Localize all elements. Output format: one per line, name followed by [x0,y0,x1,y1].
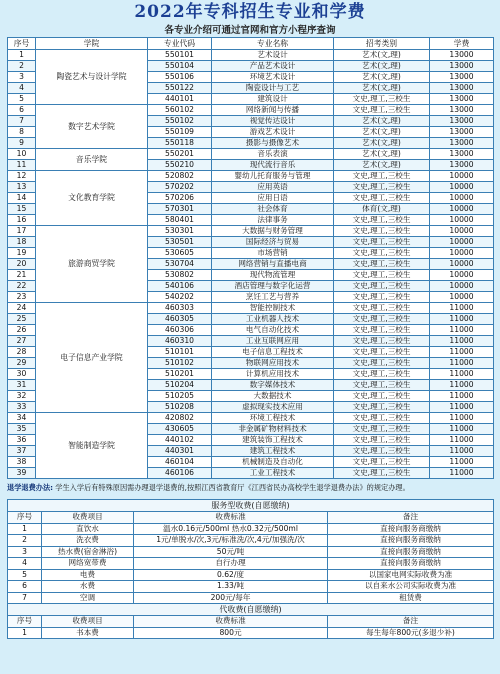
agency-header-standard: 收费标准 [134,616,328,628]
admission-category: 艺术(文,理) [334,127,430,138]
tuition-fee: 13000 [430,61,494,72]
admission-category: 文史,理工,三校生 [334,259,430,270]
major-name: 工业机器人技术 [212,314,334,325]
major-name: 虚拟现实技术应用 [212,402,334,413]
major-code: 460305 [148,314,212,325]
admission-category: 文史,理工,三校生 [334,358,430,369]
fees-table [7,499,494,639]
major-code: 530501 [148,237,212,248]
admission-category: 文史,理工,三校生 [334,402,430,413]
major-name: 物联网应用技术 [212,358,334,369]
fee-item: 热水费(宿舍淋浴) [42,546,134,558]
tuition-fee: 11000 [430,402,494,413]
row-number: 6 [8,105,36,116]
header-no: 序号 [8,38,36,50]
major-code: 440301 [148,446,212,457]
fee-note: 以自来水公司实际收费为准 [328,581,494,593]
row-number: 35 [8,424,36,435]
row-number: 37 [8,446,36,457]
table-row [8,413,494,424]
major-code: 460104 [148,457,212,468]
major-code: 460306 [148,325,212,336]
admission-category: 艺术(文,理) [334,116,430,127]
row-number: 3 [8,72,36,83]
tuition-fee: 11000 [430,391,494,402]
major-name: 陶瓷设计与工艺 [212,83,334,94]
major-code: 530704 [148,259,212,270]
major-code: 580401 [148,215,212,226]
row-number: 15 [8,204,36,215]
fee-number: 5 [8,569,42,581]
row-number: 14 [8,193,36,204]
major-code: 550104 [148,61,212,72]
row-number: 8 [8,127,36,138]
tuition-fee: 11000 [430,413,494,424]
major-name: 酒店管理与数字化运营 [212,281,334,292]
major-name: 应用英语 [212,182,334,193]
fee-standard: 0.62/度 [134,569,328,581]
row-number: 16 [8,215,36,226]
row-number: 31 [8,380,36,391]
fee-number: 7 [8,592,42,604]
admission-category: 文史,理工,三校生 [334,270,430,281]
major-code: 550101 [148,50,212,61]
major-code: 540202 [148,292,212,303]
row-number: 2 [8,61,36,72]
college-name: 音乐学院 [36,149,148,171]
admission-category: 文史,理工,三校生 [334,336,430,347]
major-code: 570206 [148,193,212,204]
major-code: 550210 [148,160,212,171]
fee-number: 6 [8,581,42,593]
major-name: 法律事务 [212,215,334,226]
admission-category: 文史,理工,三校生 [334,171,430,182]
admission-category: 艺术(文,理) [334,149,430,160]
row-number: 4 [8,83,36,94]
major-code: 570301 [148,204,212,215]
admission-category: 文史,理工,三校生 [334,303,430,314]
major-code: 550118 [148,138,212,149]
refund-text: 学生入学后有特殊原因需办理退学退费的,按照江西省教育厅《江西省民办高校学生退学退费办法》的规定办理。 [55,483,410,492]
major-name: 现代物流管理 [212,270,334,281]
tuition-fee: 11000 [430,468,494,479]
admission-category: 文史,理工,三校生 [334,413,430,424]
fee-standard: 50元/吨 [134,546,328,558]
tuition-fee: 11000 [430,336,494,347]
table-row [8,105,494,116]
fee-note: 直接向服务商缴纳 [328,535,494,547]
tuition-fee: 10000 [430,281,494,292]
major-name: 产品艺术设计 [212,61,334,72]
major-name: 智能控制技术 [212,303,334,314]
admission-category: 文史,理工,三校生 [334,314,430,325]
major-code: 430605 [148,424,212,435]
major-code: 460303 [148,303,212,314]
fee-item: 网络宽带费 [42,558,134,570]
college-name: 文化教育学院 [36,171,148,226]
major-code: 530605 [148,248,212,259]
row-number: 32 [8,391,36,402]
row-number: 7 [8,116,36,127]
major-code: 560102 [148,105,212,116]
tuition-fee: 13000 [430,105,494,116]
major-code: 570202 [148,182,212,193]
service-fees-title: 服务型收费(自愿缴纳) [8,500,494,512]
tuition-fee: 11000 [430,358,494,369]
row-number: 1 [8,50,36,61]
major-name: 电气自动化技术 [212,325,334,336]
major-name: 工业工程技术 [212,468,334,479]
admission-category: 文史,理工,三校生 [334,193,430,204]
row-number: 28 [8,347,36,358]
agency-fees-title: 代收费(自愿缴纳) [8,604,494,616]
admission-category: 体育(文,理) [334,204,430,215]
fee-item: 水费 [42,581,134,593]
header-category: 招考类别 [334,38,430,50]
row-number: 26 [8,325,36,336]
major-name: 网络营销与直播电商 [212,259,334,270]
college-name: 数字艺术学院 [36,105,148,149]
fee-standard: 200元/每年 [134,592,328,604]
major-code: 510205 [148,391,212,402]
tuition-fee: 11000 [430,369,494,380]
row-number: 9 [8,138,36,149]
row-number: 5 [8,94,36,105]
row-number: 19 [8,248,36,259]
major-name: 电子信息工程技术 [212,347,334,358]
row-number: 39 [8,468,36,479]
row-number: 36 [8,435,36,446]
tuition-fee: 13000 [430,127,494,138]
major-name: 社会体育 [212,204,334,215]
agency-fees-header [8,616,494,628]
tuition-fee: 10000 [430,259,494,270]
refund-label: 退学退费办法: [7,483,53,492]
major-code: 550201 [148,149,212,160]
page-subtitle: 各专业介绍可通过官网和官方小程序查询 [164,25,336,36]
fee-note: 每生每年800元(多退少补) [328,627,494,639]
program-table-header [8,38,494,50]
tuition-fee: 10000 [430,193,494,204]
row-number: 18 [8,237,36,248]
header-name: 专业名称 [212,38,334,50]
service-header-note: 备注 [328,512,494,524]
admission-category: 艺术(文,理) [334,83,430,94]
admission-category: 文史,理工,三校生 [334,380,430,391]
major-name: 摄影与摄像艺术 [212,138,334,149]
college-name: 旅游商贸学院 [36,226,148,303]
fee-standard: 自行办理 [134,558,328,570]
header-fee: 学费 [430,38,494,50]
admission-category: 文史,理工,三校生 [334,457,430,468]
college-name: 智能制造学院 [36,413,148,479]
row-number: 21 [8,270,36,281]
fee-note: 直接向服务商缴纳 [328,523,494,535]
row-number: 20 [8,259,36,270]
row-number: 22 [8,281,36,292]
page-title: 2022年专科招生专业和学费 [134,2,366,22]
fee-standard: 1.33/吨 [134,581,328,593]
major-name: 环境工程技术 [212,413,334,424]
agency-header-note: 备注 [328,616,494,628]
tuition-fee: 10000 [430,215,494,226]
fee-row [8,546,494,558]
admission-category: 文史,理工,三校生 [334,325,430,336]
admission-category: 艺术(文,理) [334,61,430,72]
college-name: 电子信息产业学院 [36,303,148,413]
admission-category: 艺术(文,理) [334,50,430,61]
tuition-fee: 10000 [430,226,494,237]
fee-note: 直接向服务商缴纳 [328,546,494,558]
major-name: 数字媒体技术 [212,380,334,391]
major-name: 网络新闻与传播 [212,105,334,116]
fee-number: 1 [8,523,42,535]
tuition-fee: 11000 [430,314,494,325]
major-name: 音乐表演 [212,149,334,160]
service-fees-body [8,523,494,604]
tuition-fee: 10000 [430,292,494,303]
tuition-fee: 13000 [430,94,494,105]
table-row [8,149,494,160]
tuition-fee: 11000 [430,303,494,314]
fee-number: 2 [8,535,42,547]
major-name: 大数据与财务管理 [212,226,334,237]
fee-number: 1 [8,627,42,639]
major-code: 530301 [148,226,212,237]
fee-number: 3 [8,546,42,558]
admission-category: 文史,理工,三校生 [334,182,430,193]
major-name: 建筑工程技术 [212,446,334,457]
major-code: 520802 [148,171,212,182]
major-code: 550102 [148,116,212,127]
tuition-fee: 11000 [430,446,494,457]
major-name: 烹饪工艺与营养 [212,292,334,303]
major-name: 市场营销 [212,248,334,259]
tuition-fee: 13000 [430,160,494,171]
major-code: 540106 [148,281,212,292]
fee-note: 以国家电网实际收费为准 [328,569,494,581]
tuition-fee: 13000 [430,83,494,94]
row-number: 13 [8,182,36,193]
table-row [8,303,494,314]
tuition-fee: 10000 [430,182,494,193]
major-code: 550122 [148,83,212,94]
major-name: 大数据技术 [212,391,334,402]
fee-note: 租赁费 [328,592,494,604]
major-code: 510102 [148,358,212,369]
admission-category: 艺术(文,理) [334,72,430,83]
tuition-fee: 11000 [430,325,494,336]
major-code: 550109 [148,127,212,138]
major-code: 440102 [148,435,212,446]
admission-category: 文史,理工,三校生 [334,281,430,292]
row-number: 33 [8,402,36,413]
row-number: 38 [8,457,36,468]
tuition-fee: 11000 [430,380,494,391]
major-name: 非金属矿物材料技术 [212,424,334,435]
table-row [8,171,494,182]
fee-item: 洗衣费 [42,535,134,547]
tuition-fee: 10000 [430,248,494,259]
fee-number: 4 [8,558,42,570]
major-name: 环境艺术设计 [212,72,334,83]
major-code: 510204 [148,380,212,391]
admission-category: 文史,理工,三校生 [334,94,430,105]
program-table [7,37,494,479]
service-fees-section-row [8,500,494,512]
major-name: 机械制造及自动化 [212,457,334,468]
tuition-fee: 10000 [430,270,494,281]
admission-category: 文史,理工,三校生 [334,237,430,248]
fee-standard: 温水0.16元/500ml 热水0.32元/500ml [134,523,328,535]
row-number: 10 [8,149,36,160]
major-code: 510201 [148,369,212,380]
service-header-standard: 收费标准 [134,512,328,524]
major-name: 计算机应用技术 [212,369,334,380]
fee-row [8,569,494,581]
tuition-fee: 11000 [430,424,494,435]
tuition-fee: 11000 [430,435,494,446]
admission-category: 文史,理工,三校生 [334,468,430,479]
tuition-fee: 13000 [430,50,494,61]
major-code: 550106 [148,72,212,83]
admission-category: 文史,理工,三校生 [334,369,430,380]
tuition-fee: 11000 [430,347,494,358]
admission-category: 文史,理工,三校生 [334,435,430,446]
table-row [8,50,494,61]
major-name: 工业互联网应用 [212,336,334,347]
row-number: 30 [8,369,36,380]
service-fees-header [8,512,494,524]
table-row [8,226,494,237]
row-number: 11 [8,160,36,171]
admission-category: 文史,理工,三校生 [334,215,430,226]
admission-category: 艺术(文,理) [334,160,430,171]
header-code: 专业代码 [148,38,212,50]
tuition-fee: 13000 [430,149,494,160]
major-name: 国际经济与贸易 [212,237,334,248]
header-college: 学院 [36,38,148,50]
fee-item: 直饮水 [42,523,134,535]
fee-item: 书本费 [42,627,134,639]
major-code: 460106 [148,468,212,479]
fee-note: 直接向服务商缴纳 [328,558,494,570]
major-code: 510101 [148,347,212,358]
agency-fees-section-row [8,604,494,616]
admission-category: 文史,理工,三校生 [334,292,430,303]
fee-standard: 800元 [134,627,328,639]
fee-row [8,581,494,593]
college-name: 陶瓷艺术与设计学院 [36,50,148,105]
service-header-item: 收费项目 [42,512,134,524]
refund-policy [7,479,493,497]
fee-item: 电费 [42,569,134,581]
fee-row [8,523,494,535]
tuition-fee: 13000 [430,116,494,127]
major-name: 视觉传达设计 [212,116,334,127]
tuition-fee: 13000 [430,138,494,149]
tuition-fee: 10000 [430,171,494,182]
fee-row [8,627,494,639]
row-number: 24 [8,303,36,314]
tuition-fee: 10000 [430,204,494,215]
program-table-body [8,50,494,479]
admission-category: 文史,理工,三校生 [334,226,430,237]
row-number: 29 [8,358,36,369]
admission-category: 艺术(文,理) [334,138,430,149]
agency-header-item: 收费项目 [42,616,134,628]
tuition-fee: 10000 [430,237,494,248]
service-header-no: 序号 [8,512,42,524]
major-name: 现代流行音乐 [212,160,334,171]
major-name: 建筑装饰工程技术 [212,435,334,446]
fee-row [8,592,494,604]
major-name: 艺术设计 [212,50,334,61]
major-name: 婴幼儿托育服务与管理 [212,171,334,182]
fee-item: 空调 [42,592,134,604]
major-name: 建筑设计 [212,94,334,105]
fee-standard: 1元/单脱水/次,3元/标准洗/次,4元/加强洗/次 [134,535,328,547]
row-number: 34 [8,413,36,424]
admission-category: 文史,理工,三校生 [334,105,430,116]
major-code: 530802 [148,270,212,281]
row-number: 27 [8,336,36,347]
admission-category: 文史,理工,三校生 [334,446,430,457]
tuition-fee: 13000 [430,72,494,83]
major-name: 游戏艺术设计 [212,127,334,138]
row-number: 23 [8,292,36,303]
major-code: 460310 [148,336,212,347]
tuition-fee: 11000 [430,457,494,468]
major-code: 440101 [148,94,212,105]
fee-row [8,558,494,570]
agency-fees-body [8,627,494,639]
agency-header-no: 序号 [8,616,42,628]
admission-category: 文史,理工,三校生 [334,248,430,259]
row-number: 17 [8,226,36,237]
major-code: 510208 [148,402,212,413]
admission-category: 文史,理工,三校生 [334,347,430,358]
row-number: 12 [8,171,36,182]
major-code: 420802 [148,413,212,424]
admission-category: 文史,理工,三校生 [334,424,430,435]
row-number: 25 [8,314,36,325]
major-name: 应用日语 [212,193,334,204]
admission-category: 文史,理工,三校生 [334,391,430,402]
fee-row [8,535,494,547]
